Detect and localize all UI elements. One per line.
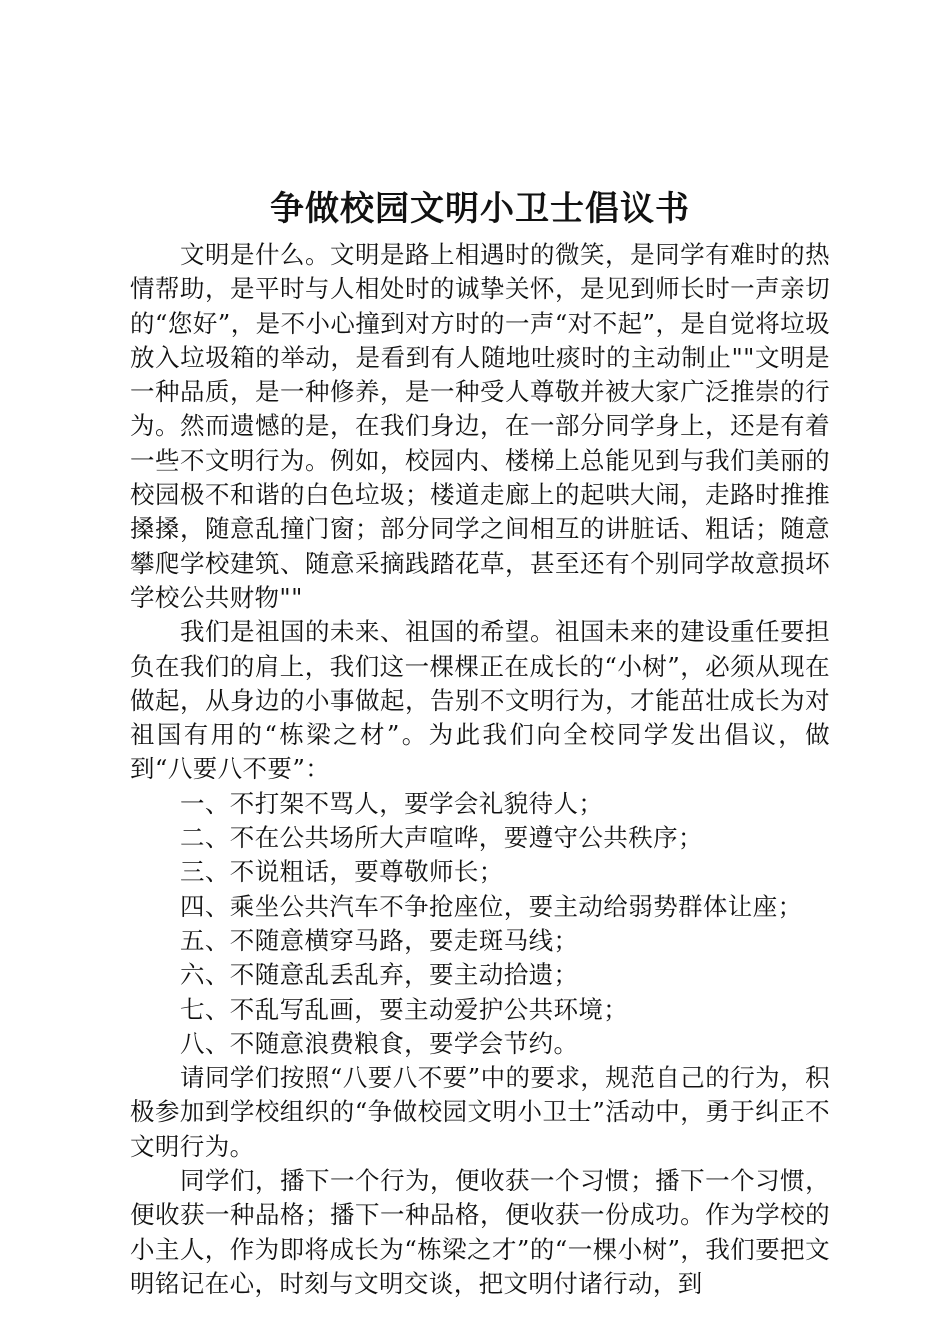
list-item-1: 一、不打架不骂人，要学会礼貌待人；	[180, 788, 604, 818]
list-item-3: 三、不说粗话，要尊敬师长；	[180, 857, 504, 887]
paragraph-request: 请同学们按照“八要八不要”中的要求，规范自己的行为，积极参加到学校组织的“争做校园文明小卫士”活动中，勇于纠正不文明行为。	[130, 1063, 830, 1161]
list-item-7: 七、不乱写乱画，要主动爱护公共环境；	[180, 994, 629, 1024]
list-item-2: 二、不在公共场所大声喧哗，要遵守公共秩序；	[180, 823, 703, 853]
list-item-5: 五、不随意横穿马路，要走斑马线；	[180, 925, 579, 955]
document-page	[130, 180, 830, 1301]
list-item-6: 六、不随意乱丢乱弃，要主动拾遗；	[180, 960, 579, 990]
list-item-4: 四、乘坐公共汽车不争抢座位，要主动给弱势群体让座；	[180, 891, 803, 921]
paragraph-future: 我们是祖国的未来、祖国的希望。祖国未来的建设重任要担负在我们的肩上，我们这一棵棵正在成长的“小树”，必须从现在做起，从身边的小事做起，告别不文明行为，才能茁壮成长为对祖国有用的“栋梁之材”。为此我们向全校同学发出倡议，做到“八要八不要”：	[130, 617, 830, 784]
paragraph-closing: 同学们，播下一个行为，便收获一个习惯；播下一个习惯，便收获一种品格；播下一种品格，便收获一份成功。作为学校的小主人，作为即将成长为“栋梁之才”的“一棵小树”，我们要把文明铭记在心，时刻与文明交谈，把文明付诸行动，到	[130, 1166, 830, 1298]
paragraph-intro: 文明是什么。文明是路上相遇时的微笑，是同学有难时的热情帮助，是平时与人相处时的诚挚关怀，是见到师长时一声亲切的“您好”，是不小心撞到对方时的一声“对不起”，是自觉将垃圾放入垃圾箱的举动，是看到有人随地吐痰时的主动制止""文明是一种品质，是一种修养，是一种受人尊敬并被大家广泛推崇的行为。然而遗憾的是，在我们身边，在一部分同学身上，还是有着一些不文明行为。例如，校园内、楼梯上总能见到与我们美丽的校园极不和谐的白色垃圾；楼道走廊上的起哄大闹，走路时推推搡搡，随意乱撞门窗；部分同学之间相互的讲脏话、粗话；随意攀爬学校建筑、随意采摘践踏花草，甚至还有个别同学故意损坏学校公共财物""	[130, 240, 830, 612]
list-item-8: 八、不随意浪费粮食，要学会节约。	[180, 1028, 579, 1058]
document-title: 争做校园文明小卫士倡议书	[270, 189, 690, 229]
